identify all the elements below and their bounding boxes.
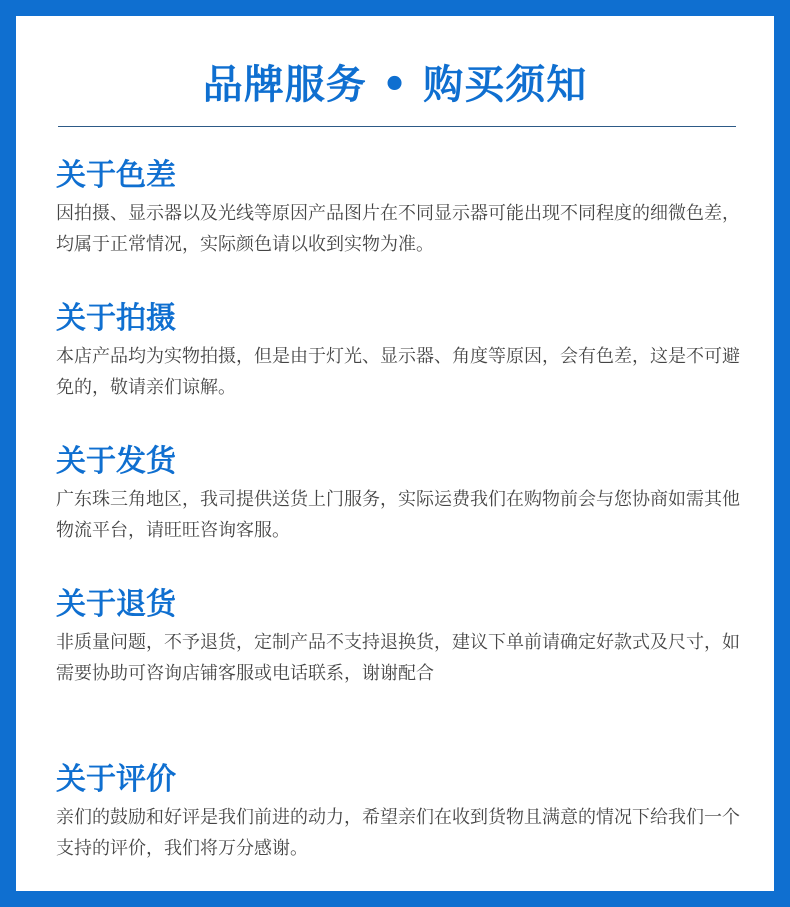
section-heading: 关于发货 [56,444,176,479]
section-heading: 关于评价 [56,762,176,797]
section-heading: 关于拍摄 [56,301,176,336]
section-photography [56,299,742,403]
section-body: 本店产品均为实物拍摄，但是由于灯光、显示器、角度等原因，会有色差，这是不可避免的，敬请亲们谅解。 [56,346,740,398]
section-body: 广东珠三角地区，我司提供送货上门服务，实际运费我们在购物前会与您协商如需其他物流平台，请旺旺咨询客服。 [56,489,740,541]
title-divider [58,126,736,127]
section-heading: 关于色差 [56,158,176,193]
page-title: 品牌服务 • 购买须知 [202,62,588,108]
section-color-difference [56,156,742,260]
section-shipping [56,442,742,546]
section-reviews [56,760,742,864]
section-body: 非质量问题，不予退货，定制产品不支持退换货，建议下单前请确定好款式及尺寸，如需要协助可咨询店铺客服或电话联系，谢谢配合 [56,632,740,684]
section-returns [56,585,742,689]
section-body: 因拍摄、显示器以及光线等原因产品图片在不同显示器可能出现不同程度的细微色差，均属于正常情况，实际颜色请以收到实物为准。 [56,203,740,255]
section-body: 亲们的鼓励和好评是我们前进的动力，希望亲们在收到货物且满意的情况下给我们一个支持的评价，我们将万分感谢。 [56,807,740,859]
section-heading: 关于退货 [56,587,176,622]
